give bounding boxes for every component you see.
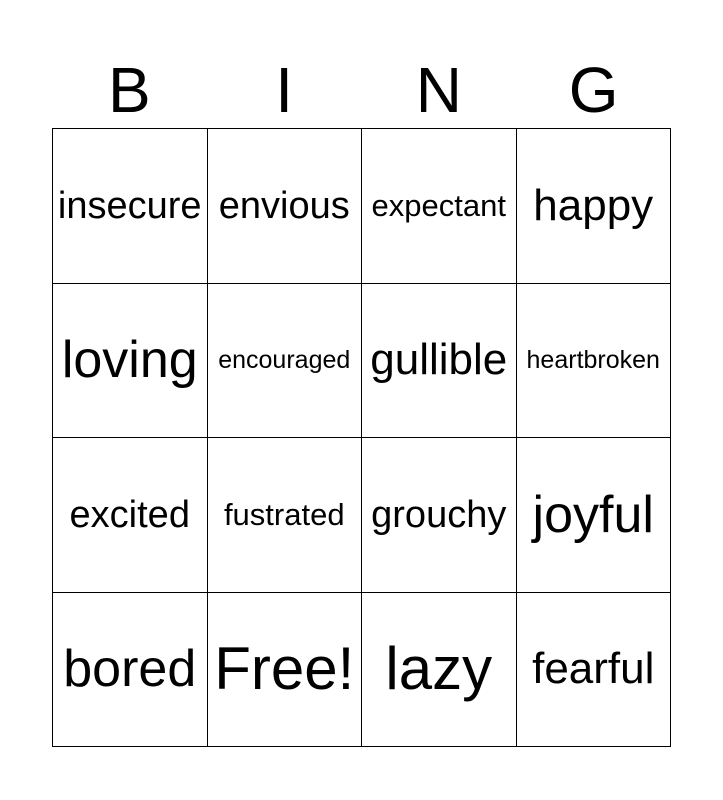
bingo-board: [52, 128, 671, 747]
bingo-cell[interactable]: [362, 593, 517, 748]
bingo-cell[interactable]: [362, 284, 517, 439]
bingo-cell[interactable]: [362, 438, 517, 593]
bingo-cell[interactable]: [517, 438, 672, 593]
cell-label: heartbroken: [526, 345, 660, 374]
cell-label: fearful: [532, 644, 655, 694]
cell-label: gullible: [370, 335, 508, 385]
cell-label: bored: [63, 640, 197, 699]
cell-label: happy: [533, 180, 654, 230]
bingo-cell[interactable]: [517, 129, 672, 284]
cell-label: loving: [61, 331, 198, 390]
bingo-cell[interactable]: [362, 129, 517, 284]
bingo-cell[interactable]: [517, 593, 672, 748]
cell-label: fustrated: [223, 497, 345, 533]
cell-label: envious: [218, 184, 350, 227]
cell-label: grouchy: [371, 493, 507, 536]
bingo-cell[interactable]: [208, 129, 363, 284]
bingo-cell[interactable]: [517, 284, 672, 439]
bingo-cell[interactable]: [208, 438, 363, 593]
header-letter-i: I: [275, 54, 294, 126]
cell-label: encouraged: [218, 345, 351, 374]
bingo-free-cell[interactable]: [208, 593, 363, 748]
bingo-header: [52, 52, 671, 128]
bingo-cell[interactable]: [53, 593, 208, 748]
bingo-cell[interactable]: [53, 129, 208, 284]
cell-label: excited: [69, 493, 190, 536]
cell-label: expectant: [371, 188, 506, 224]
bingo-cell[interactable]: [53, 284, 208, 439]
cell-label: lazy: [385, 635, 493, 703]
bingo-cell[interactable]: [53, 438, 208, 593]
header-letter-b: B: [108, 54, 151, 126]
bingo-cell[interactable]: [208, 284, 363, 439]
cell-label: insecure: [57, 184, 202, 227]
cell-label: Free!: [214, 635, 355, 703]
cell-label: joyful: [532, 485, 654, 544]
header-letter-g: G: [568, 54, 619, 126]
header-letter-n: N: [415, 54, 462, 126]
